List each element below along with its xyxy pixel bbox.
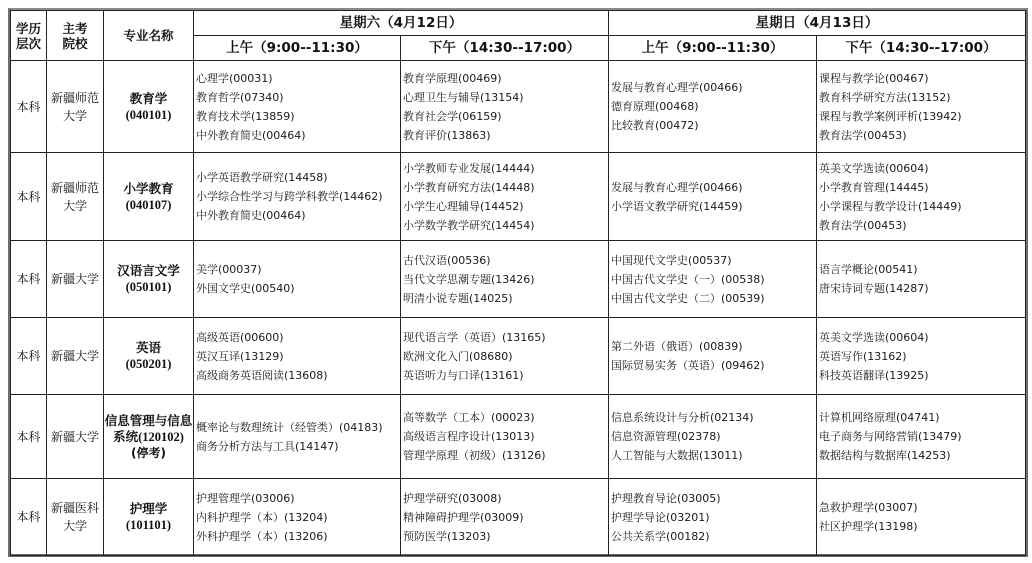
sun-am-subjects [609, 479, 817, 556]
major-code: (040107) [125, 197, 172, 212]
sun-pm-subjects [817, 395, 1026, 479]
level-cell: 本科 [11, 395, 47, 479]
subject: 唐宋诗词专题(14287) [819, 282, 929, 295]
subject: 公共关系学(00182) [611, 529, 710, 543]
sun-am-subjects [609, 395, 817, 479]
subject: 教育技术学(13859) [196, 109, 295, 123]
subject: 中国古代文学史（二）(00539) [611, 291, 765, 305]
major-name: 英语 [135, 340, 161, 355]
major-name: 小学教育 [123, 180, 174, 196]
school-cell [47, 395, 104, 479]
table-row [11, 479, 1026, 556]
school-cell [47, 61, 104, 153]
sun-pm-subjects [817, 479, 1026, 556]
sat-pm-subjects [401, 479, 609, 556]
school-line: 新疆师范 [50, 90, 99, 105]
subject: 管理学原理（初级）(13126) [403, 449, 546, 462]
subject: 课程与教学论(00467) [819, 71, 929, 85]
subject: 发展与教育心理学(00466) [611, 180, 743, 194]
level-cell: 本科 [11, 61, 47, 153]
major-name-line1: 信息管理与信息 [104, 412, 193, 428]
subject: 比较教育(00472) [611, 119, 699, 132]
sat-pm-subjects [401, 395, 609, 479]
table-row [11, 153, 1026, 241]
major-name: 教育学 [129, 90, 168, 106]
subject: 第二外语（俄语）(00839) [611, 340, 743, 353]
major-cell [104, 153, 194, 241]
school-cell [47, 479, 104, 556]
header-school-line2: 院校 [62, 35, 88, 51]
subject: 计算机网络原理(04741) [819, 411, 940, 424]
subject: 教育哲学(07340) [196, 90, 284, 104]
subject: 欧洲文化入门(08680) [403, 349, 513, 363]
subject: 概率论与数理统计（经管类）(04183) [196, 420, 383, 434]
major-code: (050201) [125, 357, 172, 371]
subject: 人工智能与大数据(13011) [611, 449, 743, 462]
school-line: 大学 [62, 108, 87, 123]
header-school-line1: 主考 [62, 20, 88, 36]
header-sat-afternoon: 下午（14:30--17:00） [401, 36, 609, 61]
subject: 信息系统设计与分析(02134) [611, 411, 754, 424]
major-note: (停考) [131, 445, 166, 460]
school-line: 新疆大学 [50, 272, 99, 286]
school-line: 大学 [62, 519, 87, 533]
subject: 英语听力与口译(13161) [403, 368, 524, 382]
subject: 外国文学史(00540) [196, 282, 295, 295]
subject: 小学生心理辅导(14452) [403, 199, 524, 213]
subject: 小学综合性学习与跨学科教学(14462) [196, 190, 383, 203]
subject: 中国古代文学史（一）(00538) [611, 272, 765, 286]
sun-pm-subjects [817, 241, 1026, 318]
major-code: (050101) [125, 280, 172, 294]
level-cell: 本科 [11, 318, 47, 395]
major-name: 护理学 [129, 501, 168, 516]
subject: 教育学原理(00469) [403, 71, 502, 85]
subject: 高等数学（工本）(00023) [403, 411, 535, 424]
subject: 小学课程与教学设计(14449) [819, 199, 962, 213]
header-day-saturday: 星期六（4月12日） [194, 11, 609, 36]
major-cell [104, 479, 194, 556]
subject: 小学教师专业发展(14444) [403, 161, 535, 175]
level-cell: 本科 [11, 153, 47, 241]
sun-am-subjects [609, 153, 817, 241]
header-level-line2: 层次 [15, 35, 41, 51]
school-line: 新疆医科 [50, 501, 99, 515]
major-code: (120102) [138, 429, 184, 444]
subject: 社区护理学(13198) [819, 520, 918, 533]
subject: 高级商务英语阅读(13608) [196, 368, 328, 382]
school-line: 新疆大学 [50, 429, 99, 444]
exam-schedule-table [10, 10, 1026, 556]
header-sun-afternoon: 下午（14:30--17:00） [817, 36, 1026, 61]
school-cell [47, 153, 104, 241]
sun-am-subjects [609, 61, 817, 153]
school-cell [47, 241, 104, 318]
school-cell [47, 318, 104, 395]
level-cell: 本科 [11, 241, 47, 318]
major-name-line2-text: 系统 [113, 428, 139, 444]
subject: 信息资源管理(02378) [611, 430, 721, 443]
subject: 电子商务与网络营销(13479) [819, 430, 962, 443]
school-line: 大学 [62, 198, 87, 213]
subject: 教育科学研究方法(13152) [819, 90, 951, 104]
subject: 美学(00037) [196, 263, 262, 276]
subject: 英语写作(13162) [819, 349, 907, 363]
subject: 发展与教育心理学(00466) [611, 81, 743, 94]
subject: 中外教育简史(00464) [196, 209, 306, 222]
subject: 教育法学(00453) [819, 218, 907, 232]
major-cell [104, 61, 194, 153]
subject: 外科护理学（本）(13206) [196, 529, 328, 543]
sat-am-subjects [194, 318, 401, 395]
subject: 英汉互译(13129) [196, 349, 284, 363]
subject: 当代文学思潮专题(13426) [403, 272, 535, 286]
header-level [11, 11, 47, 61]
header-sun-morning: 上午（9:00--11:30） [609, 36, 817, 61]
sat-pm-subjects [401, 241, 609, 318]
header-school [47, 11, 104, 61]
table-row [11, 61, 1026, 153]
sat-am-subjects [194, 241, 401, 318]
header-major: 专业名称 [104, 11, 194, 61]
subject: 护理管理学(03006) [196, 491, 295, 505]
subject: 中外教育简史(00464) [196, 128, 306, 142]
major-name: 汉语言文学 [117, 263, 180, 278]
subject: 语言学概论(00541) [819, 263, 918, 276]
school-line: 新疆大学 [50, 349, 99, 363]
sun-am-subjects [609, 318, 817, 395]
sat-am-subjects [194, 479, 401, 556]
sat-am-subjects [194, 61, 401, 153]
sun-am-subjects [609, 241, 817, 318]
header-day-sunday: 星期日（4月13日） [609, 11, 1026, 36]
sat-am-subjects [194, 153, 401, 241]
school-line: 新疆师范 [50, 180, 99, 195]
subject: 急救护理学(03007) [819, 501, 918, 514]
major-code: (040101) [125, 107, 172, 122]
subject: 商务分析方法与工具(14147) [196, 439, 339, 453]
subject: 护理教育导论(03005) [611, 491, 721, 505]
level-cell: 本科 [11, 479, 47, 556]
sun-pm-subjects [817, 61, 1026, 153]
sat-pm-subjects [401, 61, 609, 153]
subject: 精神障碍护理学(03009) [403, 510, 524, 524]
subject: 英美文学选读(00604) [819, 161, 929, 175]
subject: 现代语言学（英语）(13165) [403, 330, 546, 344]
table-row [11, 318, 1026, 395]
subject: 高级英语(00600) [196, 330, 284, 344]
subject: 心理学(00031) [196, 71, 273, 85]
subject: 内科护理学（本）(13204) [196, 510, 328, 524]
subject: 小学教育研究方法(14448) [403, 180, 535, 194]
subject: 小学语文教学研究(14459) [611, 199, 743, 213]
subject: 护理学导论(03201) [611, 510, 710, 524]
subject: 教育社会学(06159) [403, 109, 502, 123]
major-name-line2 [113, 430, 184, 444]
header-level-line1: 学历 [15, 20, 41, 36]
sat-pm-subjects [401, 153, 609, 241]
major-cell [104, 395, 194, 479]
subject: 德育原理(00468) [611, 100, 699, 113]
subject: 预防医学(13203) [403, 529, 491, 543]
subject: 教育法学(00453) [819, 128, 907, 142]
subject: 中国现代文学史(00537) [611, 253, 732, 267]
subject: 心理卫生与辅导(13154) [403, 90, 524, 104]
subject: 小学教育管理(14445) [819, 180, 929, 194]
sat-pm-subjects [401, 318, 609, 395]
subject: 高级语言程序设计(13013) [403, 430, 535, 443]
table-row [11, 241, 1026, 318]
header-sat-morning: 上午（9:00--11:30） [194, 36, 401, 61]
major-code: (101101) [125, 518, 172, 532]
table-row [11, 395, 1026, 479]
subject: 小学英语教学研究(14458) [196, 171, 328, 184]
sat-am-subjects [194, 395, 401, 479]
subject: 科技英语翻译(13925) [819, 368, 929, 382]
subject: 教育评价(13863) [403, 128, 491, 142]
subject: 英美文学选读(00604) [819, 330, 929, 344]
subject: 课程与教学案例评析(13942) [819, 109, 962, 123]
subject: 明清小说专题(14025) [403, 291, 513, 305]
subject: 小学数学教学研究(14454) [403, 218, 535, 232]
subject: 古代汉语(00536) [403, 253, 491, 267]
sun-pm-subjects [817, 153, 1026, 241]
major-cell [104, 318, 194, 395]
subject: 护理学研究(03008) [403, 491, 502, 505]
subject: 国际贸易实务（英语）(09462) [611, 359, 765, 372]
major-cell [104, 241, 194, 318]
subject: 数据结构与数据库(14253) [819, 449, 951, 462]
sun-pm-subjects [817, 318, 1026, 395]
